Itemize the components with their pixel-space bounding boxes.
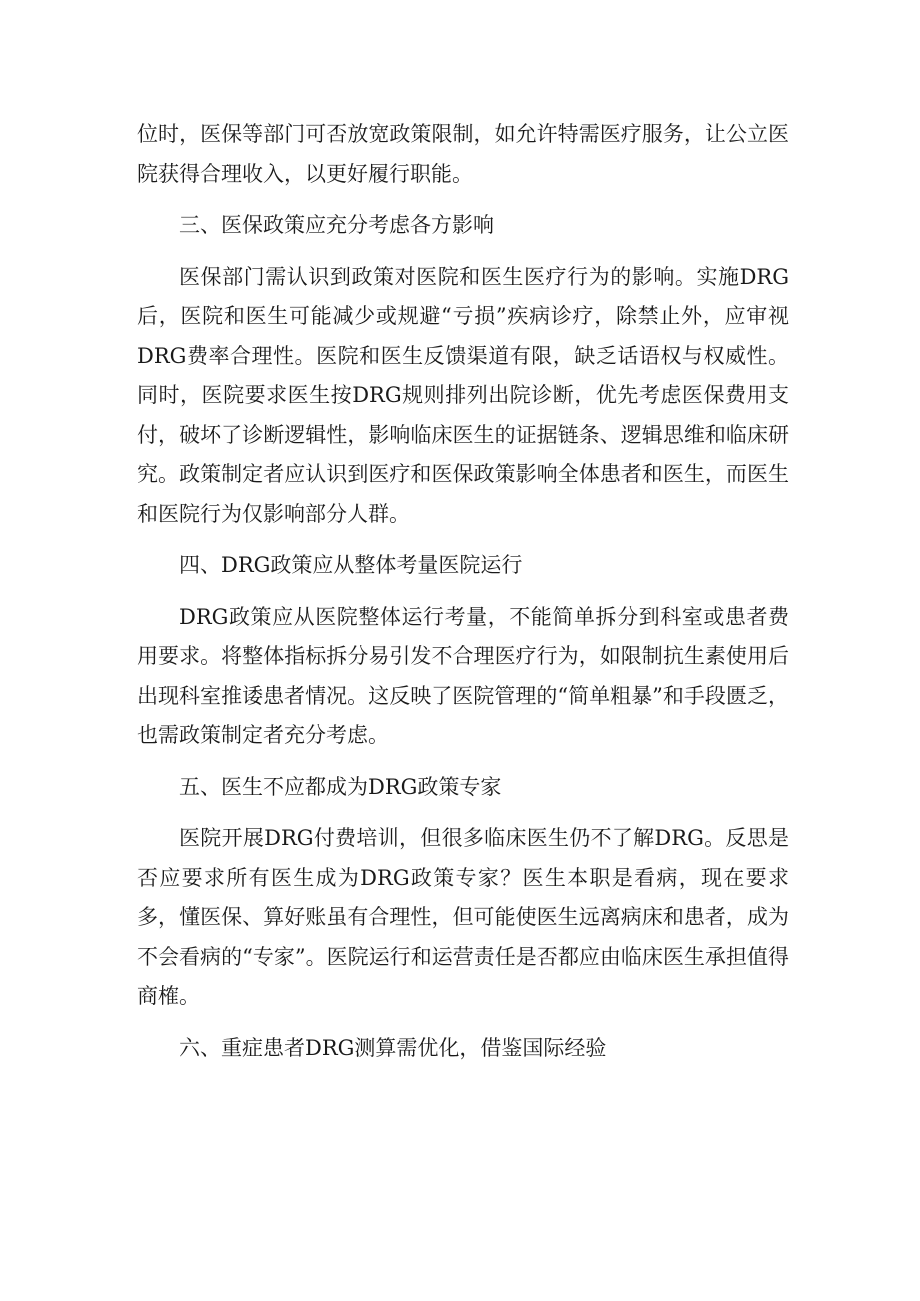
- section-heading-4: 四、DRG政策应从整体考量医院运行: [179, 553, 523, 577]
- paragraph-continued: 位时，医保等部门可否放宽政策限制，如允许特需医疗服务，让公立医院获得合理收入，以更好履行职能。: [137, 122, 789, 186]
- paragraph-section-3: 医保部门需认识到政策对医院和医生医疗行为的影响。实施DRG后，医院和医生可能减少或规避“亏损”疾病诊疗，除禁止外，应审视DRG费率合理性。医院和医生反馈渠道有限，缺乏话语权与权威性。同时，医院要求医生按DRG规则排列出院诊断，优先考虑医保费用支付，破坏了诊断逻辑性，影响临床医生的证据链条、逻辑思维和临床研究。政策制定者应认识到医疗和医保政策影响全体患者和医生，而医生和医院行为仅影响部分人群。: [137, 264, 789, 526]
- paragraph-section-4: DRG政策应从医院整体运行考量，不能简单拆分到科室或患者费用要求。将整体指标拆分易引发不合理医疗行为，如限制抗生素使用后出现科室推诿患者情况。这反映了医院管理的“简单粗暴”和手段匮乏，也需政策制定者充分考虑。: [137, 604, 789, 747]
- section-heading-6: 六、重症患者DRG测算需优化，借鉴国际经验: [179, 1035, 607, 1060]
- document-body: [137, 115, 789, 1080]
- paragraph-section-5: 医院开展DRG付费培训，但很多临床医生仍不了解DRG。反思是否应要求所有医生成为DRG政策专家？医生本职是看病，现在要求多，懂医保、算好账虽有合理性，但可能使医生远离病床和患者，成为不会看病的“专家”。医院运行和运营责任是否都应由临床医生承担值得商榷。: [137, 826, 789, 1008]
- section-heading-3: 三、医保政策应充分考虑各方影响: [179, 213, 494, 237]
- section-heading-5: 五、医生不应都成为DRG政策专家: [179, 774, 502, 799]
